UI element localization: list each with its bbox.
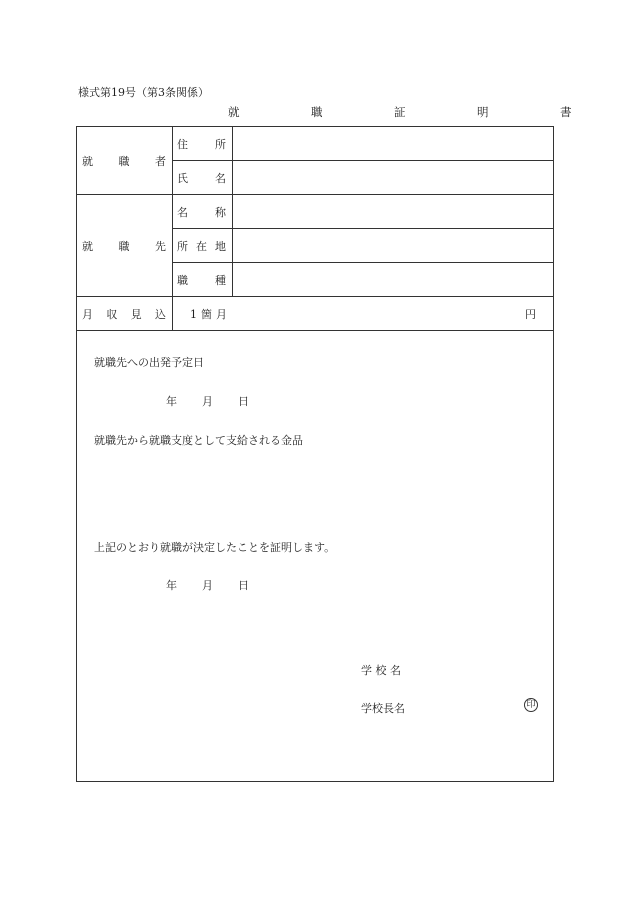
allowance-label: 就職先から就職支度として支給される金品 xyxy=(94,434,303,447)
job-type-field[interactable] xyxy=(233,263,554,296)
form-number: 様式第19号（第3条関係） xyxy=(78,86,209,99)
income-period: 1箇月 xyxy=(190,307,231,321)
certificate-frame xyxy=(76,126,554,782)
certification-day: 日 xyxy=(238,579,249,592)
company-field[interactable] xyxy=(233,195,554,228)
applicant-label xyxy=(77,127,172,194)
school-name-label: 学 校 名 xyxy=(361,664,401,677)
employer-label-text: 就 職 先 xyxy=(82,239,166,253)
departure-month: 月 xyxy=(202,395,213,408)
seal-icon: 印 xyxy=(524,698,538,712)
name-label xyxy=(172,161,232,194)
certification-month: 月 xyxy=(202,579,213,592)
certification-year: 年 xyxy=(166,579,177,592)
income-unit: 円 xyxy=(525,307,536,321)
income-label xyxy=(77,297,172,330)
job-type-label-text: 職 種 xyxy=(177,273,226,287)
row-divider xyxy=(77,330,554,331)
name-label-text: 氏 名 xyxy=(177,171,226,185)
income-label-text: 月 収 見 込 xyxy=(82,307,166,321)
company-label-text: 名 称 xyxy=(177,205,226,219)
job-type-label xyxy=(172,263,232,296)
location-field[interactable] xyxy=(233,229,554,262)
document-title: 就 職 証 明 書 xyxy=(228,105,602,119)
location-label xyxy=(172,229,232,262)
income-field[interactable] xyxy=(173,297,554,330)
departure-day: 日 xyxy=(238,395,249,408)
name-field[interactable] xyxy=(233,161,554,194)
address-field[interactable] xyxy=(233,127,554,160)
location-label-text: 所 在 地 xyxy=(177,239,226,253)
company-label xyxy=(172,195,232,228)
principal-name-label: 学校長名 xyxy=(361,702,405,715)
departure-date-label: 就職先への出発予定日 xyxy=(94,356,204,369)
employer-label xyxy=(77,195,172,296)
address-label xyxy=(172,127,232,160)
certification-statement: 上記のとおり就職が決定したことを証明します。 xyxy=(94,541,336,554)
address-label-text: 住 所 xyxy=(177,137,226,151)
applicant-label-text: 就 職 者 xyxy=(82,154,166,168)
departure-year: 年 xyxy=(166,395,177,408)
